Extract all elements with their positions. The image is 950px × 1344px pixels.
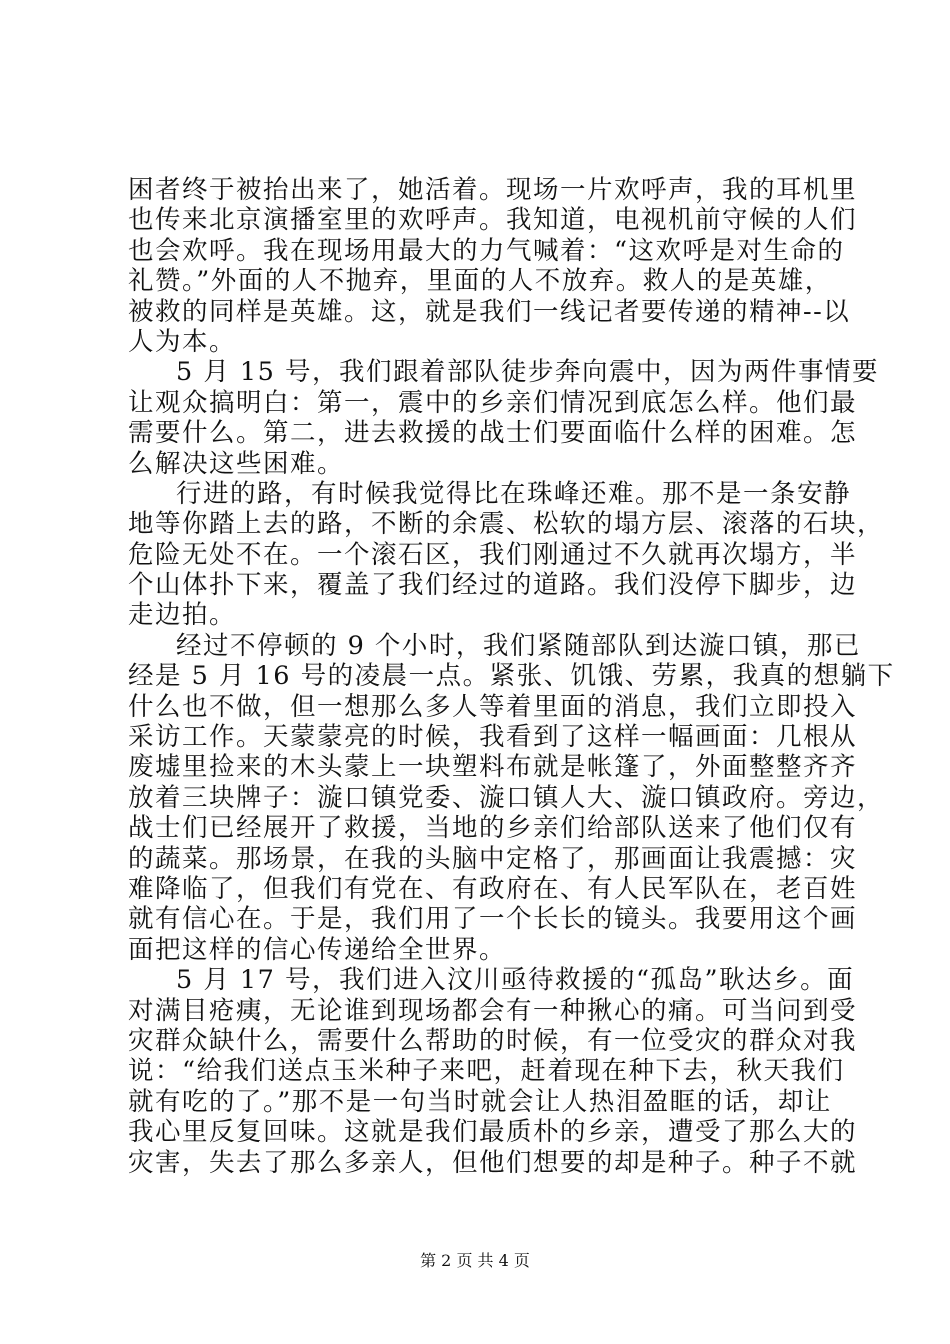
text-line: 5 月 17 号，我们进入汶川亟待救援的“孤岛”耿达乡。面 xyxy=(176,965,855,996)
text-line: 灾害，失去了那么多亲人，但他们想要的却是种子。种子不就 xyxy=(128,1147,858,1178)
text-line: 走边拍。 xyxy=(128,600,237,631)
text-line: 什么也不做，但一想那么多人等着里面的消息，我们立即投入 xyxy=(128,691,858,722)
text-line: 个山体扑下来，覆盖了我们经过的道路。我们没停下脚步，边 xyxy=(128,570,858,601)
text-line: 说：“给我们送点玉米种子来吧，赶着现在种下去，秋天我们 xyxy=(128,1056,845,1087)
text-line: 地等你踏上去的路，不断的余震、松软的塌方层、滚落的石块， xyxy=(128,509,885,540)
text-line: 的蔬菜。那场景，在我的头脑中定格了，那画面让我震撼：灾 xyxy=(128,843,858,874)
text-line: 经过不停顿的 9 个小时，我们紧随部队到达漩口镇，那已 xyxy=(176,630,861,661)
text-line: 5 月 15 号，我们跟着部队徒步奔向震中，因为两件事情要 xyxy=(176,357,879,388)
text-line: 灾群众缺什么，需要什么帮助的时候，有一位受灾的群众对我 xyxy=(128,1025,858,1056)
text-line: 难降临了，但我们有党在、有政府在、有人民军队在，老百姓 xyxy=(128,873,858,904)
text-line: 战士们已经展开了救援，当地的乡亲们给部队送来了他们仅有 xyxy=(128,813,858,844)
text-line: 么解决这些困难。 xyxy=(128,448,345,479)
text-line: 需要什么。第二，进去救援的战士们要面临什么样的困难。怎 xyxy=(128,418,858,449)
text-line: 危险无处不在。一个滚石区，我们刚通过不久就再次塌方，半 xyxy=(128,539,858,570)
text-line: 行进的路，有时候我觉得比在珠峰还难。那不是一条安静 xyxy=(176,478,852,509)
text-line: 礼赞。”外面的人不抛弃，里面的人不放弃。救人的是英雄， xyxy=(128,266,832,297)
text-line: 采访工作。天蒙蒙亮的时候，我看到了这样一幅画面：几根从 xyxy=(128,722,858,753)
text-line: 就有吃的了。”那不是一句当时就会让人热泪盈眶的话，却让 xyxy=(128,1086,832,1117)
text-line: 让观众搞明白：第一，震中的乡亲们情况到底怎么样。他们最 xyxy=(128,387,858,418)
text-line: 困者终于被抬出来了，她活着。现场一片欢呼声，我的耳机里 xyxy=(128,175,858,205)
text-line: 废墟里捡来的木头蒙上一块塑料布就是帐篷了，外面整整齐齐 xyxy=(128,752,858,783)
text-line: 我心里反复回味。这就是我们最质朴的乡亲，遭受了那么大的 xyxy=(128,1117,858,1148)
text-line: 面把这样的信心传递给全世界。 xyxy=(128,934,507,965)
text-line: 就有信心在。于是，我们用了一个长长的镜头。我要用这个画 xyxy=(128,904,858,935)
text-line: 人为本。 xyxy=(128,326,237,357)
text-line: 被救的同样是英雄。这，就是我们一线记者要传递的精神--以 xyxy=(128,296,851,327)
page-footer: 第 2 页 共 4 页 xyxy=(420,1251,530,1270)
body-text xyxy=(128,175,895,1178)
text-line: 也传来北京演播室里的欢呼声。我知道，电视机前守候的人们 xyxy=(128,205,858,236)
text-line: 对满目疮痍，无论谁到现场都会有一种揪心的痛。可当问到受 xyxy=(128,995,858,1026)
text-line: 也会欢呼。我在现场用最大的力气喊着：“这欢呼是对生命的 xyxy=(128,235,845,266)
text-line: 放着三块牌子：漩口镇党委、漩口镇人大、漩口镇政府。旁边， xyxy=(128,782,885,813)
text-line: 经是 5 月 16 号的凌晨一点。紧张、饥饿、劳累，我真的想躺下 xyxy=(128,661,895,692)
